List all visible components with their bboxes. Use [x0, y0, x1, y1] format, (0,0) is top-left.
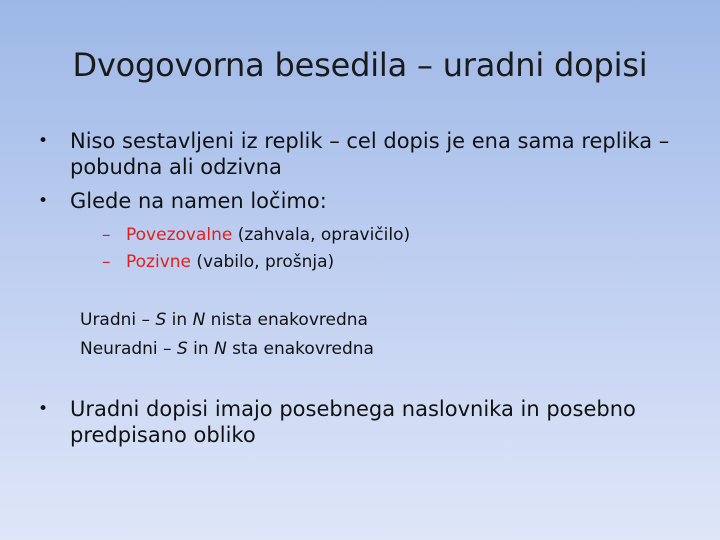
- bullet-item: [38, 128, 678, 180]
- bullet-item: [38, 188, 678, 214]
- note-line: [80, 309, 368, 331]
- note-line: [80, 338, 374, 360]
- sub-item: [102, 251, 334, 273]
- note-n: N: [214, 339, 227, 359]
- note-n: N: [192, 310, 206, 330]
- sub-item-dash: –: [102, 252, 111, 272]
- bullet-text: Uradni dopisi imajo posebnega naslovnika in posebno predpisano obliko: [70, 397, 636, 447]
- bullet-item: [38, 396, 678, 448]
- bullet-text: Niso sestavljeni iz replik – cel dopis je ena sama replika – pobudna ali odzivna: [70, 129, 670, 179]
- note-s: S: [176, 339, 188, 359]
- bullet-marker: •: [38, 131, 49, 151]
- note-s: S: [155, 310, 167, 330]
- sub-item-dash: –: [102, 225, 111, 245]
- note-text: nista enakovredna: [205, 310, 368, 330]
- sub-item-keyword: Pozivne: [126, 252, 191, 272]
- note-text: Neuradni –: [80, 339, 177, 359]
- slide-title: Dvogovorna besedila – uradni dopisi: [72, 46, 648, 84]
- note-text: in: [166, 310, 193, 330]
- bullet-text: Glede na namen ločimo:: [70, 189, 327, 213]
- sub-item-rest: (vabilo, prošnja): [191, 252, 335, 272]
- note-text: sta enakovredna: [226, 339, 374, 359]
- sub-item: [102, 224, 410, 246]
- bullet-marker: •: [38, 399, 49, 419]
- note-text: Uradni –: [80, 310, 156, 330]
- sub-item-rest: (zahvala, opravičilo): [232, 225, 411, 245]
- bullet-marker: •: [38, 191, 49, 211]
- sub-item-keyword: Povezovalne: [126, 225, 233, 245]
- note-text: in: [187, 339, 215, 359]
